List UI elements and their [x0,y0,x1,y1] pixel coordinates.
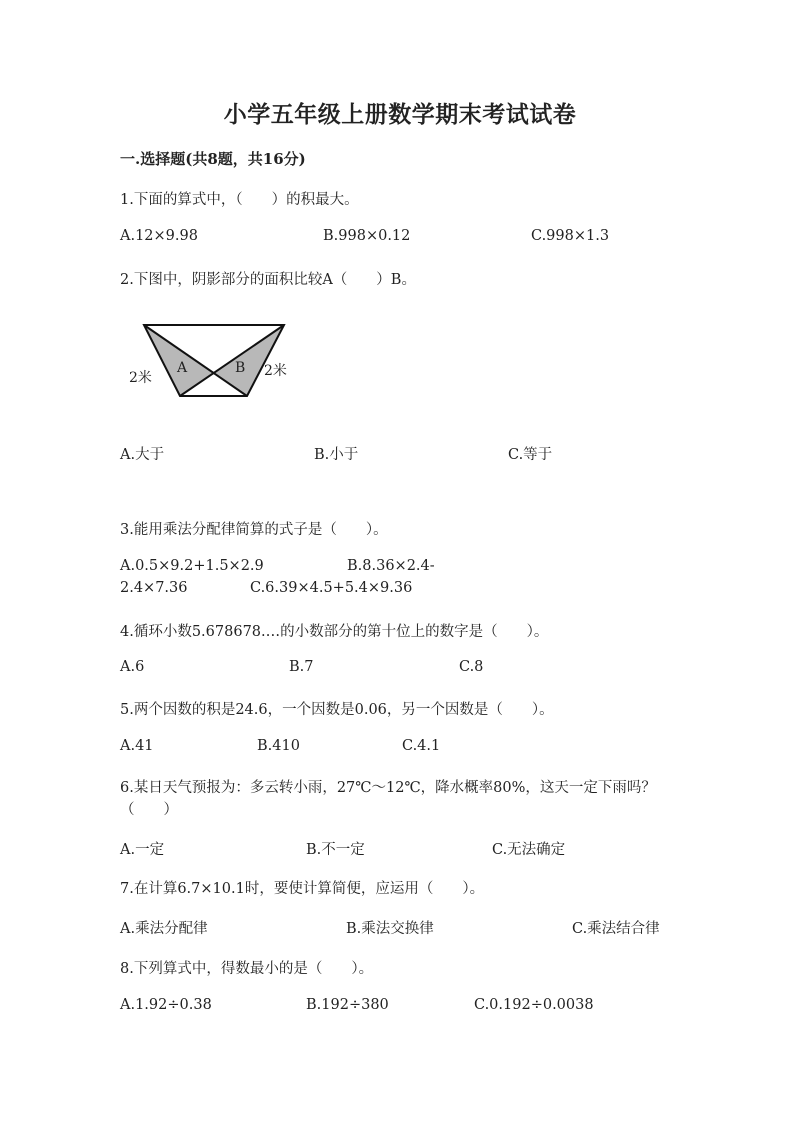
question-8-stem: 8.下列算式中，得数最小的是（ ）。 [120,961,374,977]
question-5-option-b: B.410 [257,738,300,754]
question-4-option-b: B.7 [289,659,314,675]
question-5-option-a: A.41 [120,738,154,754]
question-1-option-b: B.998×0.12 [323,228,411,244]
question-2-option-b: B.小于 [314,447,359,463]
question-6-option-c: C.无法确定 [492,842,566,858]
figure-right-length: 2米 [264,363,287,379]
question-3-stem: 3.能用乘法分配律简算的式子是（ ）。 [120,522,388,538]
page-title: 小学五年级上册数学期末考试试卷 [223,101,577,128]
question-7-option-a: A.乘法分配律 [120,921,208,937]
question-7-option-c: C.乘法结合律 [572,921,660,937]
figure-label-a: A [177,360,188,376]
question-3-option-b-line-2: 2.4×7.36 [120,580,188,596]
shaded-triangle-b [214,325,284,396]
question-4-option-a: A.6 [120,659,145,675]
figure-label-b: B [235,360,246,376]
question-5-stem: 5.两个因数的积是24.6，一个因数是0.06，另一个因数是（ ）。 [120,702,554,718]
question-7-stem: 7.在计算6.7×10.1时，要使计算简便，应运用（ ）。 [120,881,485,897]
question-4-option-c: C.8 [459,659,484,675]
question-6-option-b: B.不一定 [306,842,365,858]
question-7-option-b: B.乘法交换律 [346,921,434,937]
question-3-option-b-line-1: B.8.36×2.4- [347,558,435,574]
question-3-option-c: C.6.39×4.5+5.4×9.36 [250,580,413,596]
question-6-stem: 6.某日天气预报为：多云转小雨，27℃～12℃，降水概率80%，这天一定下雨吗？（ ） [120,780,656,818]
question-5-option-c: C.4.1 [402,738,441,754]
question-2-option-a: A.大于 [120,447,165,463]
question-4-stem: 4.循环小数5.678678.…的小数部分的第十位上的数字是（ ）。 [120,624,549,640]
question-1-option-c: C.998×1.3 [531,228,610,244]
question-8-option-c: C.0.192÷0.0038 [474,997,594,1013]
question-2-stem: 2.下图中，阴影部分的面积比较A（ ）B。 [120,272,416,288]
question-8-option-b: B.192÷380 [306,997,389,1013]
question-3-option-a: A.0.5×9.2+1.5×2.9 [120,558,264,574]
figure-left-length: 2米 [129,370,152,386]
trapezoid-figure [120,315,310,405]
question-8-option-a: A.1.92÷0.38 [120,997,212,1013]
question-1-stem: 1.下面的算式中，（ ）的积最大。 [120,192,359,208]
question-2-option-c: C.等于 [508,447,553,463]
section-heading: 一.选择题(共8题，共16分) [120,150,306,168]
question-1-option-a: A.12×9.98 [120,228,198,244]
question-6-option-a: A.一定 [120,842,165,858]
